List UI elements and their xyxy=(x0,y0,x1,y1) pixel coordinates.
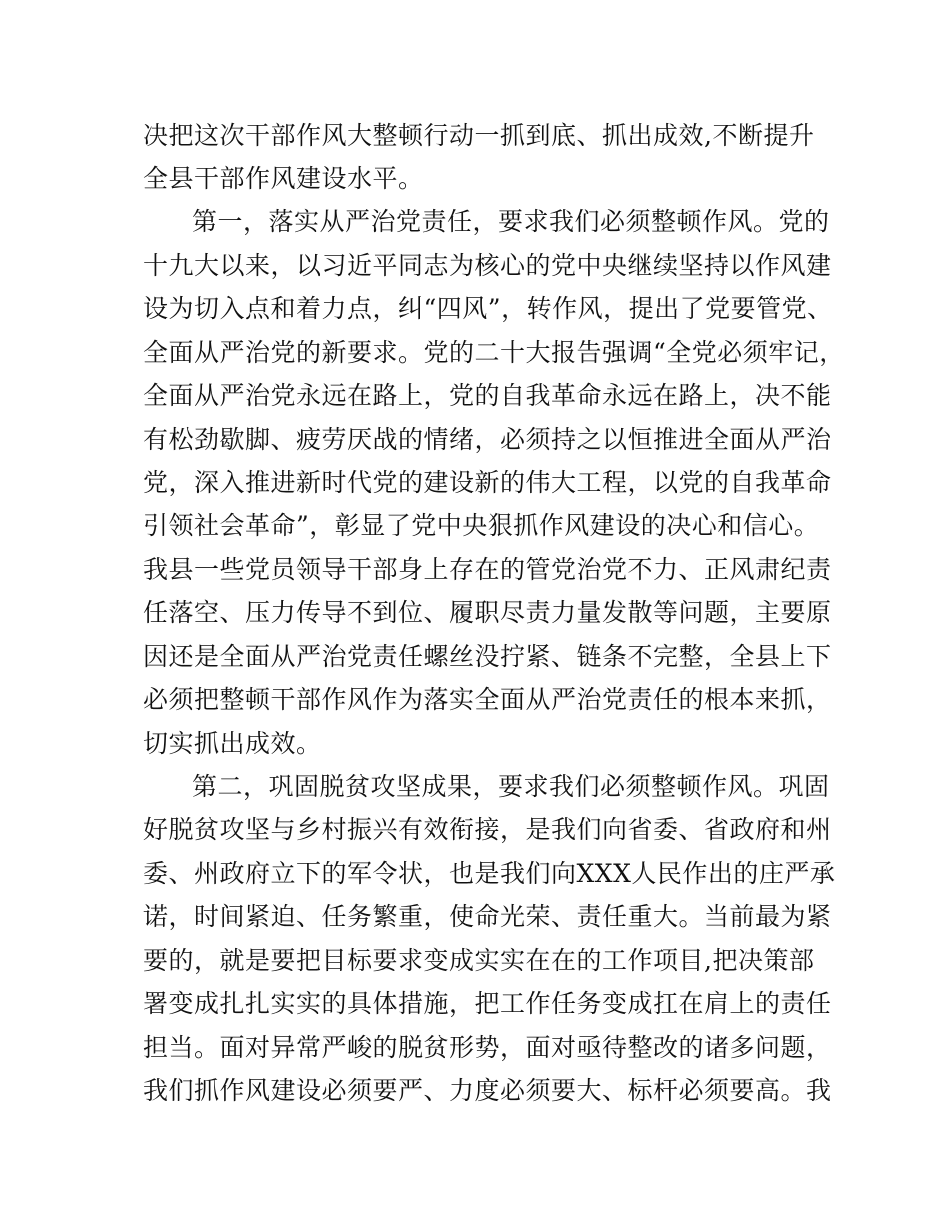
text-line-10: 引领社会革命”，彰显了党中央狠抓作风建设的决心和信心。 xyxy=(143,511,820,540)
text-line-19: 诺，时间紧迫、任务繁重，使命光荣、责任重大。当前最为紧 xyxy=(143,902,832,931)
text-line-4: 十九大以来，以习近平同志为核心的党中央继续坚持以作风建 xyxy=(143,251,832,280)
text-line-13: 因还是全面从严治党责任螺丝没拧紧、链条不完整，全县上下 xyxy=(143,642,832,671)
text-line-15: 切实抓出成效。 xyxy=(143,729,322,758)
text-line-14: 必须把整顿干部作风作为落实全面从严治党责任的根本来抓， xyxy=(143,685,832,714)
text-line-11: 我县一些党员领导干部身上存在的管党治党不力、正风肃纪责 xyxy=(143,555,832,584)
text-line-6: 全面从严治党的新要求。党的二十大报告强调“全党必须牢记， xyxy=(143,338,845,367)
text-line-17: 好脱贫攻坚与乡村振兴有效衔接，是我们向省委、省政府和州 xyxy=(143,815,832,844)
text-line-3: 第一，落实从严治党责任，要求我们必须整顿作风。党的 xyxy=(192,207,830,236)
text-line-21: 署变成扎扎实实的具体措施，把工作任务变成扛在肩上的责任 xyxy=(143,989,832,1018)
text-line-8: 有松劲歇脚、疲劳厌战的情绪，必须持之以恒推进全面从严治 xyxy=(143,425,832,454)
text-line-23: 我们抓作风建设必须要严、力度必须要大、标杆必须要高。我 xyxy=(143,1076,832,1105)
text-line-9: 党，深入推进新时代党的建设新的伟大工程，以党的自我革命 xyxy=(143,468,832,497)
text-line-5: 设为切入点和着力点，纠“四风”，转作风，提出了党要管党、 xyxy=(143,294,833,323)
text-line-18: 委、州政府立下的军令状，也是我们向XXX人民作出的庄严承 xyxy=(143,859,836,888)
text-line-22: 担当。面对异常严峻的脱贫形势，面对亟待整改的诸多问题， xyxy=(143,1033,832,1062)
text-line-2: 全县干部作风建设水平。 xyxy=(143,164,424,193)
text-line-12: 任落空、压力传导不到位、履职尽责力量发散等问题，主要原 xyxy=(143,598,832,627)
text-line-7: 全面从严治党永远在路上，党的自我革命永远在路上，决不能 xyxy=(143,381,832,410)
text-line-16: 第二，巩固脱贫攻坚成果，要求我们必须整顿作风。巩固 xyxy=(192,772,830,801)
text-line-20: 要的，就是要把目标要求变成实实在在的工作项目,把决策部 xyxy=(143,946,815,975)
text-line-1: 决把这次干部作风大整顿行动一抓到底、抓出成效,不断提升 xyxy=(143,121,815,150)
